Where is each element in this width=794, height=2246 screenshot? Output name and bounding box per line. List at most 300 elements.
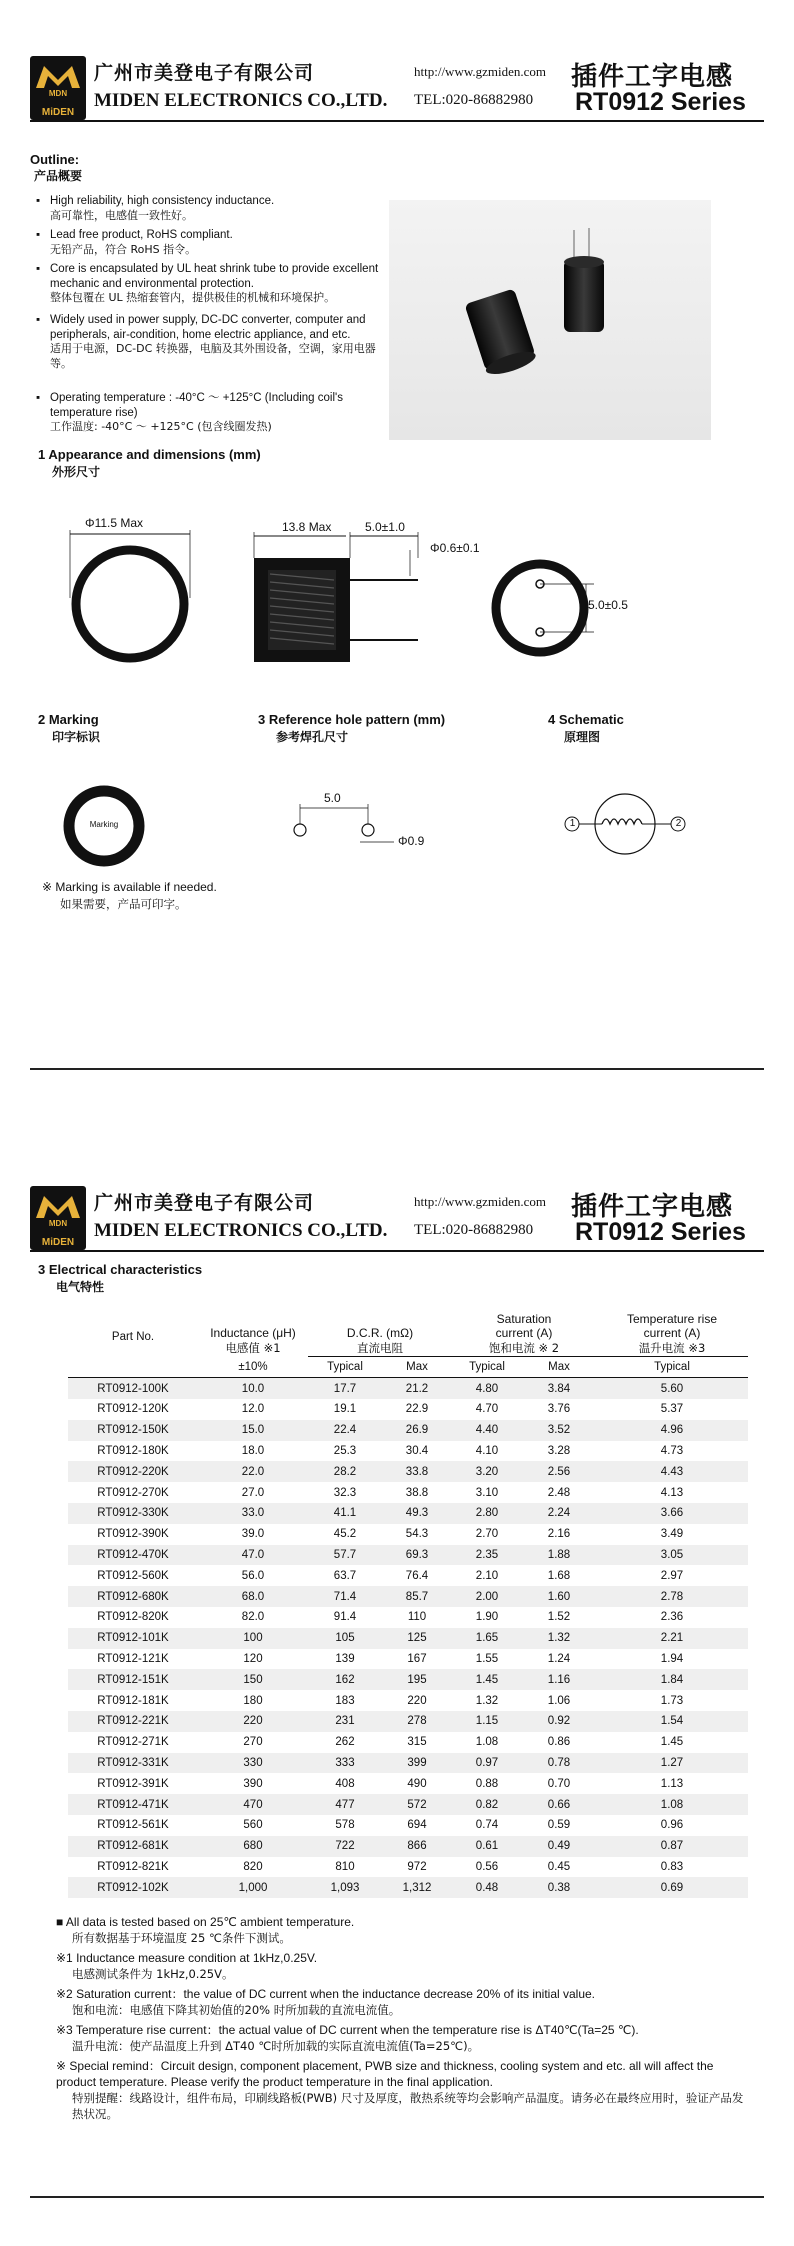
table-cell: 2.97: [660, 1569, 684, 1582]
table-cell: 150: [198, 1669, 308, 1690]
table-cell: 3.84: [522, 1378, 596, 1399]
table-cell: RT0912-471K: [68, 1794, 198, 1815]
table-cell: RT0912-120K: [97, 1403, 169, 1416]
table-cell: 0.82: [452, 1794, 522, 1815]
table-cell: RT0912-271K: [97, 1736, 169, 1749]
table-cell: 54.3: [405, 1528, 429, 1541]
table-cell: 1.94: [660, 1653, 684, 1666]
col-sat-max: Max: [548, 1360, 570, 1373]
table-cell: 1.06: [547, 1694, 571, 1707]
table-cell: RT0912-102K: [68, 1877, 198, 1898]
table-cell: 333: [308, 1753, 382, 1774]
table-cell: RT0912-100K: [68, 1378, 198, 1399]
table-cell: 0.97: [452, 1753, 522, 1774]
table-cell: 390: [243, 1777, 263, 1790]
table-cell: 33.8: [382, 1461, 452, 1482]
table-cell: RT0912-221K: [68, 1711, 198, 1732]
table-cell: 47.0: [198, 1545, 308, 1566]
table-cell: 27.0: [241, 1486, 265, 1499]
table-cell: 18.0: [241, 1445, 265, 1458]
note-en: ※1 Inductance measure condition at 1kHz,0.25V.: [56, 1951, 318, 1965]
table-cell: 2.16: [547, 1528, 571, 1541]
table-cell: 49.3: [382, 1503, 452, 1524]
table-cell: 4.96: [596, 1420, 748, 1441]
table-cell: RT0912-330K: [68, 1503, 198, 1524]
table-cell: 278: [382, 1711, 452, 1732]
table-cell: 0.49: [522, 1836, 596, 1857]
table-cell: 2.21: [596, 1628, 748, 1649]
table-cell: 1.32: [522, 1628, 596, 1649]
table-cell: 19.1: [333, 1403, 357, 1416]
company-tel: TEL:020-86882980: [414, 1222, 534, 1238]
table-cell: 71.4: [308, 1586, 382, 1607]
table-cell: 490: [407, 1777, 427, 1790]
table-row: [68, 1732, 748, 1753]
table-cell: 5.37: [660, 1403, 684, 1416]
logo-wings-icon: [34, 1192, 82, 1220]
table-cell: 1.52: [547, 1611, 571, 1624]
note-en: ※ Special remind：Circuit design, component placement, PWB size and thickness, cooling system and etc. all will affect the product temperature. Please verify the product temperature in the final application.: [56, 2059, 714, 2089]
company-logo: [30, 1186, 86, 1250]
table-cell: 1.65: [452, 1628, 522, 1649]
table-row: [68, 1399, 748, 1420]
hole-pattern-title-cn: 参考焊孔尺寸: [276, 730, 349, 744]
table-cell: 1.68: [547, 1569, 571, 1582]
table-cell: 85.7: [382, 1586, 452, 1607]
outline-bullet: ▪ Operating temperature : -40°C ～ +125°C (Including coil's temperature rise) 工作温度: -40°C ～ +125°C (包含线圈发热): [50, 391, 380, 435]
table-row: [68, 1503, 748, 1524]
table-cell: 399: [382, 1753, 452, 1774]
table-cell: 1.90: [475, 1611, 499, 1624]
company-url[interactable]: http://www.gzmiden.com: [414, 1194, 547, 1209]
table-cell: 0.88: [475, 1777, 499, 1790]
table-cell: 82.0: [241, 1611, 265, 1624]
table-cell: 125: [382, 1628, 452, 1649]
dimensions-title-cn: 外形尺寸: [52, 465, 101, 479]
col-dcr-typ: Typical: [327, 1360, 363, 1373]
col-dcr-max: Max: [406, 1360, 428, 1373]
table-cell: 139: [335, 1653, 355, 1666]
table-cell: 0.87: [596, 1836, 748, 1857]
table-cell: 0.61: [452, 1836, 522, 1857]
table-cell: 183: [335, 1694, 355, 1707]
table-cell: 231: [308, 1711, 382, 1732]
bullet-cn: 无铅产品，符合 RoHS 指令。: [50, 242, 197, 256]
product-type-cn: 插件工字电感: [571, 62, 734, 92]
lead-length-label: 5.0±1.0: [365, 520, 405, 534]
table-cell: 3.05: [596, 1545, 748, 1566]
table-cell: RT0912-561K: [97, 1819, 169, 1832]
table-cell: 1.55: [475, 1653, 499, 1666]
table-cell: RT0912-101K: [68, 1628, 198, 1649]
table-cell: 63.7: [333, 1569, 357, 1582]
note-item: [56, 1950, 746, 1982]
hole-pattern-title: 3 Reference hole pattern (mm): [258, 712, 446, 727]
table-header-row: [68, 1306, 748, 1356]
table-cell: 1,312: [382, 1877, 452, 1898]
logo-text: MiDEN: [41, 1237, 75, 1248]
table-cell: 3.10: [475, 1486, 499, 1499]
table-cell: RT0912-680K: [68, 1586, 198, 1607]
table-row: [68, 1482, 748, 1503]
company-name-en: MIDEN ELECTRONICS CO.,LTD.: [94, 90, 388, 111]
logo-mn: MDN: [48, 89, 68, 98]
page-divider: [30, 1068, 764, 1070]
table-cell: 810: [335, 1861, 355, 1874]
table-cell: 1.08: [596, 1794, 748, 1815]
table-cell: RT0912-270K: [97, 1486, 169, 1499]
schematic-title-cn: 原理图: [564, 730, 601, 744]
table-row: [68, 1461, 748, 1482]
pitch-label: 5.0±0.5: [588, 598, 628, 612]
table-row: [68, 1649, 748, 1670]
table-cell: 4.43: [596, 1461, 748, 1482]
table-cell: 4.40: [452, 1420, 522, 1441]
marking-note: ※ Marking is available if needed.: [42, 880, 217, 894]
table-cell: 120: [243, 1653, 263, 1666]
inductor-photo-icon: [389, 200, 711, 440]
side-view-drawing: [250, 530, 430, 670]
col-tolerance: ±10%: [238, 1360, 268, 1373]
table-cell: 1.08: [475, 1736, 499, 1749]
table-cell: 0.86: [547, 1736, 571, 1749]
table-cell: 30.4: [405, 1445, 429, 1458]
table-row: [68, 1565, 748, 1586]
table-cell: 195: [382, 1669, 452, 1690]
company-name-cn: 广州市美登电子有限公司: [94, 62, 315, 84]
note-en: ■ All data is tested based on 25℃ ambient temperature.: [56, 1915, 355, 1929]
outline-bullet: ▪ Lead free product, RoHS compliant. 无铅产品，符合 RoHS 指令。: [50, 228, 390, 257]
table-cell: 105: [308, 1628, 382, 1649]
table-cell: RT0912-820K: [97, 1611, 169, 1624]
table-cell: 680: [198, 1836, 308, 1857]
table-cell: 22.0: [198, 1461, 308, 1482]
bottom-view-drawing: [490, 540, 600, 670]
product-photo: [389, 200, 711, 440]
bullet-cn: 适用于电源，DC-DC 转换器，电脑及其外围设备，空调，家用电器等。: [50, 342, 376, 370]
table-cell: 1.32: [475, 1694, 499, 1707]
table-cell: 1.88: [522, 1545, 596, 1566]
table-cell: 0.69: [596, 1877, 748, 1898]
table-cell: 26.9: [382, 1420, 452, 1441]
table-cell: RT0912-220K: [68, 1461, 198, 1482]
table-cell: 3.28: [547, 1445, 571, 1458]
bullet-en: Operating temperature : -40°C ～ +125°C (Including coil's temperature rise): [50, 392, 343, 419]
schematic-pin-2: 2: [675, 818, 682, 829]
table-cell: 1.24: [547, 1653, 571, 1666]
page-header: [30, 56, 764, 146]
table-cell: 866: [382, 1836, 452, 1857]
schematic-drawing: [560, 792, 690, 856]
table-cell: 4.10: [475, 1445, 499, 1458]
table-cell: 0.38: [522, 1877, 596, 1898]
table-cell: 2.35: [452, 1545, 522, 1566]
table-cell: 2.00: [452, 1586, 522, 1607]
col-part: Part No.: [111, 1331, 155, 1343]
outline-title-cn: 产品概要: [34, 169, 83, 183]
hole-spacing-label: 5.0: [324, 791, 341, 805]
table-cell: 10.0: [198, 1378, 308, 1399]
table-cell: 315: [407, 1736, 427, 1749]
page-divider-bottom: [30, 2196, 764, 2198]
table-cell: 76.4: [405, 1569, 429, 1582]
table-row: [68, 1773, 748, 1794]
table-cell: 0.78: [522, 1753, 596, 1774]
header-rule: [30, 1250, 764, 1252]
table-cell: 100: [198, 1628, 308, 1649]
table-cell: 22.4: [308, 1420, 382, 1441]
note-en: ※2 Saturation current：the value of DC current when the inductance decrease 20% of its initial value.: [56, 1987, 596, 2001]
series-title: RT0912 Series: [575, 88, 746, 116]
table-cell: 5.60: [596, 1378, 748, 1399]
table-cell: 3.76: [547, 1403, 571, 1416]
marking-title: 2 Marking: [38, 712, 99, 727]
table-cell: RT0912-681K: [68, 1836, 198, 1857]
col-sat-typ: Typical: [469, 1360, 505, 1373]
marking-note-cn: 如果需要，产品可印字。: [60, 897, 187, 911]
table-cell: 1.60: [522, 1586, 596, 1607]
table-cell: 2.24: [522, 1503, 596, 1524]
table-cell: RT0912-151K: [68, 1669, 198, 1690]
table-cell: 32.3: [333, 1486, 357, 1499]
note-en: ※3 Temperature rise current：the actual value of DC current when the temperature rise is ΔT40℃(Ta=25 ℃).: [56, 2023, 639, 2037]
table-row: [68, 1607, 748, 1628]
outline-title: Outline:: [30, 152, 80, 167]
table-cell: RT0912-560K: [97, 1569, 169, 1582]
table-cell: 2.10: [475, 1569, 499, 1582]
table-row: [68, 1794, 748, 1815]
table-cell: 4.80: [452, 1378, 522, 1399]
table-cell: 3.20: [452, 1461, 522, 1482]
table-row: [68, 1877, 748, 1898]
logo-text: MiDEN: [41, 107, 75, 118]
hole-pattern-drawing: [290, 800, 400, 850]
table-cell: 578: [335, 1819, 355, 1832]
note-item: [56, 2022, 746, 2054]
table-cell: 330: [198, 1753, 308, 1774]
bullet-en: Widely used in power supply, DC-DC converter, computer and peripherals, air-condition, home electric appliance, and etc.: [50, 314, 366, 341]
note-cn: 特别提醒：线路设计，组件布局，印刷线路板(PWB) 尺寸及厚度，散热系统等均会影响产品温度。请务必在最终应用时，验证产品发热状况。: [72, 2091, 744, 2121]
outline-bullet: ▪ High reliability, high consistency inductance. 高可靠性，电感值一致性好。: [50, 194, 390, 223]
col-temp-en: Temperature rise: [626, 1311, 718, 1326]
table-row: [68, 1441, 748, 1462]
table-cell: 110: [407, 1611, 427, 1624]
table-cell: 2.80: [452, 1503, 522, 1524]
table-cell: 57.7: [308, 1545, 382, 1566]
table-cell: 0.45: [547, 1861, 571, 1874]
note-item: [56, 1986, 746, 2018]
col-sat-en2: current (A): [495, 1325, 553, 1340]
electrical-title: 3 Electrical characteristics: [38, 1262, 203, 1277]
col-inductance: [198, 1306, 308, 1356]
table-cell: 0.59: [547, 1819, 571, 1832]
table-cell: 0.92: [522, 1711, 596, 1732]
table-cell: 220: [407, 1694, 427, 1707]
table-cell: 2.56: [522, 1461, 596, 1482]
table-cell: 39.0: [241, 1528, 265, 1541]
table-cell: 1.15: [452, 1711, 522, 1732]
table-cell: 0.56: [475, 1861, 499, 1874]
table-cell: 722: [308, 1836, 382, 1857]
bullet-cn: 工作温度: -40°C ～ +125°C (包含线圈发热): [50, 420, 272, 433]
col-temp-cn: 温升电流 ※3: [638, 1340, 706, 1355]
table-cell: 1.54: [596, 1711, 748, 1732]
table-cell: RT0912-390K: [97, 1528, 169, 1541]
table-cell: 572: [382, 1794, 452, 1815]
table-cell: 220: [198, 1711, 308, 1732]
table-row: [68, 1836, 748, 1857]
bullet-cn: 整体包覆在 UL 热缩套管内，提供极佳的机械和环境保护。: [50, 291, 336, 304]
note-cn: 温升电流：使产品温度上升到 ΔT40 ℃时所加载的实际直流电流值(Ta=25℃)。: [72, 2039, 480, 2053]
bullet-en: Core is encapsulated by UL heat shrink tube to provide excellent mechanic and environmental protection.: [50, 263, 379, 290]
table-cell: 21.2: [382, 1378, 452, 1399]
table-row: [68, 1815, 748, 1836]
page-1: [0, 0, 794, 1100]
table-row: [68, 1857, 748, 1878]
table-cell: 45.2: [333, 1528, 357, 1541]
table-row: [68, 1586, 748, 1607]
table-cell: 1.27: [596, 1753, 748, 1774]
table-row: [68, 1420, 748, 1441]
table-row: [68, 1711, 748, 1732]
table-row: [68, 1753, 748, 1774]
series-title: RT0912 Series: [575, 1218, 746, 1246]
bullet-en: High reliability, high consistency inductance.: [50, 195, 275, 207]
table-cell: 3.52: [522, 1420, 596, 1441]
company-url[interactable]: http://www.gzmiden.com: [414, 64, 547, 79]
table-cell: 12.0: [241, 1403, 265, 1416]
table-cell: 91.4: [333, 1611, 357, 1624]
note-item: [56, 2058, 746, 2122]
col-temp-rise: [596, 1306, 748, 1356]
logo-wings-icon: [34, 62, 82, 90]
col-sat-cn: 饱和电流 ※ 2: [488, 1340, 560, 1355]
table-cell: RT0912-180K: [97, 1445, 169, 1458]
table-cell: 0.74: [475, 1819, 499, 1832]
table-cell: 1,000: [198, 1877, 308, 1898]
table-cell: 0.48: [452, 1877, 522, 1898]
table-cell: 0.96: [660, 1819, 684, 1832]
table-subheader-row: [68, 1356, 748, 1378]
table-cell: 1.45: [660, 1736, 684, 1749]
col-sat-en: Saturation: [496, 1311, 552, 1326]
table-cell: 4.73: [660, 1445, 684, 1458]
table-cell: 1.16: [522, 1669, 596, 1690]
table-cell: 41.1: [308, 1503, 382, 1524]
col-temp-en2: current (A): [643, 1325, 701, 1340]
table-cell: 262: [335, 1736, 355, 1749]
table-cell: 3.66: [596, 1503, 748, 1524]
table-row: [68, 1628, 748, 1649]
table-cell: 0.83: [660, 1861, 684, 1874]
dia-max-label: Φ11.5 Max: [85, 516, 144, 530]
table-cell: 270: [243, 1736, 263, 1749]
table-cell: 1.13: [660, 1777, 684, 1790]
hole-dia-label: Φ0.9: [398, 834, 425, 848]
table-cell: RT0912-331K: [68, 1753, 198, 1774]
table-cell: 22.9: [405, 1403, 429, 1416]
bullet-en: Lead free product, RoHS compliant.: [50, 229, 233, 241]
table-cell: 2.70: [475, 1528, 499, 1541]
table-cell: 28.2: [308, 1461, 382, 1482]
company-tel: TEL:020-86882980: [414, 92, 534, 108]
table-cell: 1.73: [660, 1694, 684, 1707]
table-cell: 0.66: [522, 1794, 596, 1815]
table-cell: 694: [407, 1819, 427, 1832]
lead-dia-label: Φ0.6±0.1: [430, 541, 480, 555]
col-dcr-en: D.C.R. (mΩ): [346, 1325, 414, 1340]
marking-label: Marking: [89, 820, 119, 829]
table-cell: RT0912-121K: [97, 1653, 169, 1666]
company-name-cn: 广州市美登电子有限公司: [94, 1192, 315, 1214]
table-cell: 3.49: [660, 1528, 684, 1541]
table-cell: 1.45: [452, 1669, 522, 1690]
dimensions-title: 1 Appearance and dimensions (mm): [38, 447, 261, 462]
table-cell: 33.0: [198, 1503, 308, 1524]
table-cell: 38.8: [405, 1486, 429, 1499]
electrical-title-cn: 电气特性: [56, 1280, 105, 1294]
company-logo: [30, 56, 86, 120]
table-cell: 15.0: [198, 1420, 308, 1441]
electrical-table: [68, 1306, 748, 1898]
table-cell: 162: [308, 1669, 382, 1690]
table-cell: 4.70: [475, 1403, 499, 1416]
col-dcr: [308, 1306, 452, 1356]
table-cell: RT0912-470K: [68, 1545, 198, 1566]
table-row: [68, 1690, 748, 1711]
table-cell: RT0912-181K: [97, 1694, 169, 1707]
note-cn: 电感测试条件为 1kHz,0.25V。: [72, 1967, 234, 1981]
table-cell: 1.84: [596, 1669, 748, 1690]
col-saturation: [452, 1306, 596, 1356]
table-cell: 1,093: [308, 1877, 382, 1898]
col-part-blank: [68, 1356, 198, 1378]
col-temp-typ: Typical: [654, 1360, 690, 1373]
table-cell: RT0912-150K: [68, 1420, 198, 1441]
col-inductance-en: Inductance (μH): [210, 1326, 296, 1340]
table-row: [68, 1545, 748, 1566]
logo-mn: MDN: [48, 1219, 68, 1228]
note-cn: 所有数据基于环境温度 25 ℃条件下测试。: [72, 1931, 291, 1945]
table-cell: 69.3: [382, 1545, 452, 1566]
company-name-en: MIDEN ELECTRONICS CO.,LTD.: [94, 1220, 388, 1241]
table-cell: 56.0: [241, 1569, 265, 1582]
table-cell: 68.0: [198, 1586, 308, 1607]
table-row: [68, 1669, 748, 1690]
table-cell: 2.78: [596, 1586, 748, 1607]
table-cell: 2.48: [547, 1486, 571, 1499]
length-label: 13.8 Max: [282, 520, 332, 534]
schematic-pin-1: 1: [569, 818, 576, 829]
col-inductance-cn: 电感值 ※1: [225, 1341, 281, 1355]
table-cell: 408: [335, 1777, 355, 1790]
table-cell: RT0912-821K: [97, 1861, 169, 1874]
outline-bullet: ▪ Widely used in power supply, DC-DC converter, computer and peripherals, air-condition, home electric appliance, and etc. 适用于电源，DC-DC 转换器，电脑及其外围设备，空调，家用电器等。: [50, 313, 380, 371]
table-cell: 477: [308, 1794, 382, 1815]
table-cell: 470: [198, 1794, 308, 1815]
marking-title-cn: 印字标识: [52, 730, 101, 744]
outline-bullet: ▪ Core is encapsulated by UL heat shrink tube to provide excellent mechanic and environmental protection. 整体包覆在 UL 热缩套管内，提供极佳的机械和环境保护。: [50, 262, 390, 306]
table-cell: 0.70: [547, 1777, 571, 1790]
bullet-cn: 高可靠性，电感值一致性好。: [50, 208, 193, 222]
table-cell: 4.13: [660, 1486, 684, 1499]
product-type-cn: 插件工字电感: [571, 1192, 734, 1222]
table-row: [68, 1524, 748, 1545]
schematic-title: 4 Schematic: [548, 712, 624, 727]
table-cell: 972: [407, 1861, 427, 1874]
header-rule: [30, 120, 764, 122]
table-cell: 180: [243, 1694, 263, 1707]
